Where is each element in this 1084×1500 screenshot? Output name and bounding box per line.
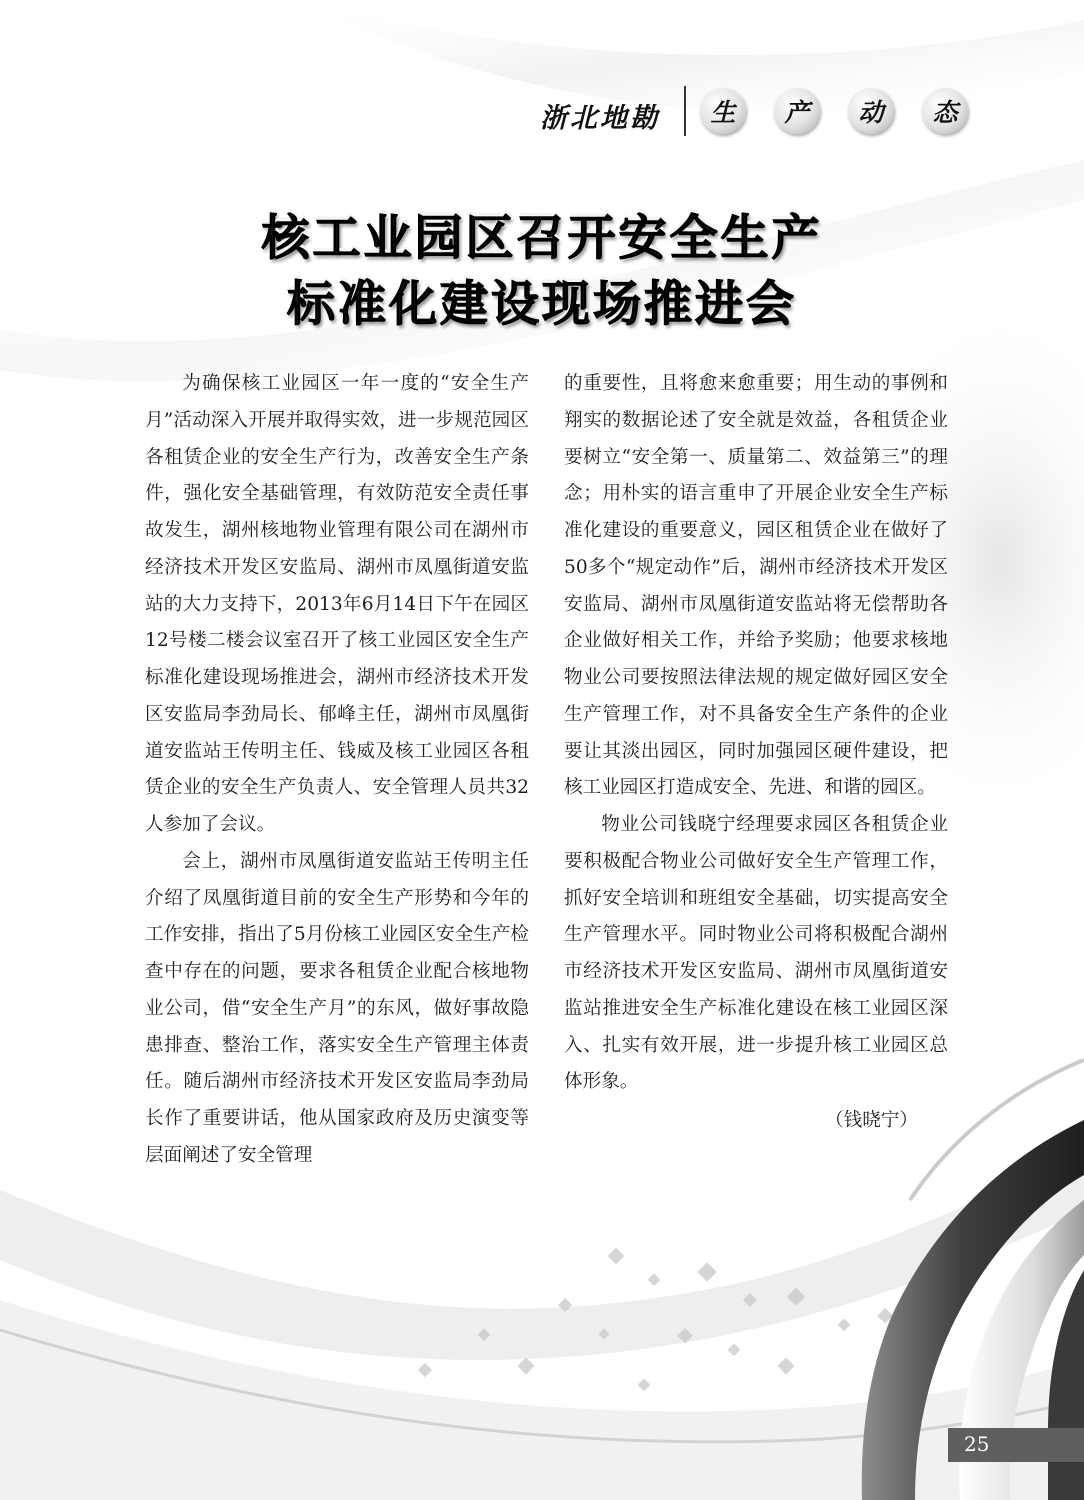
- header-divider: [684, 86, 686, 136]
- section-char-4: 态: [922, 88, 968, 134]
- section-char-1: 生: [700, 88, 746, 134]
- paragraph-1: 为确保核工业园区一年一度的“安全生产月”活动深入开展并取得实效，进一步规范园区各租赁企业的安全生产行为，改善安全生产条件，强化安全基础管理，有效防范安全责任事故发生，湖州核地物业管理有限公司在湖州市经济技术开发区安监局、湖州市凤凰街道安监站的大力支持下，2013年6月14日下午在园区12号楼二楼会议室召开了核工业园区安全生产标准化建设现场推进会，湖州市经济技术开发区安监局李劲局长、郁峰主任，湖州市凤凰街道安监站王传明主任、钱威及核工业园区各租赁企业的安全生产负责人、安全管理人员共32人参加了会议。: [145, 373, 529, 835]
- author-signature: （钱晓宁）: [825, 1110, 918, 1131]
- paragraph-2-continued: 的重要性，且将愈来愈重要；用生动的事例和翔实的数据论述了安全就是效益，各租赁企业要树立“安全第一、质量第二、效益第三”的理念；用朴实的语言重申了开展企业安全生产标准化建设的重要意义，园区租赁企业在做好了50多个“规定动作”后，湖州市经济技术开发区安监局、湖州市凤凰街道安监站将无偿帮助各企业做好相关工作，并给予奖励；他要求核地物业公司要按照法律法规的规定做好园区安全生产管理工作，对不具备安全生产条件的企业要让其淡出园区，同时加强园区硬件建设，把核工业园区打造成安全、先进、和谐的园区。: [564, 373, 948, 799]
- page-number-tab: [948, 1428, 1084, 1462]
- article-title: [0, 205, 1084, 337]
- title-line-1: 核工业园区召开安全生产: [261, 210, 823, 266]
- section-title: [700, 88, 1000, 136]
- paragraph-2: 会上，湖州市凤凰街道安监站王传明主任介绍了凤凰街道目前的安全生产形势和今年的工作安排，指出了5月份核工业园区安全生产检查中存在的问题，要求各租赁企业配合核地物业公司，借“安全生产月”的东风，做好事故隐患排查、整治工作，落实安全生产管理主体责任。随后湖州市经济技术开发区安监局李劲局长作了重要讲话，他从国家政府及历史演变等层面阐述了安全管理: [145, 850, 529, 1166]
- article-column-right: [564, 366, 948, 1140]
- page-number: 25: [964, 1432, 990, 1456]
- section-char-3: 动: [848, 88, 894, 134]
- paragraph-3: 物业公司钱晓宁经理要求园区各租赁企业要积极配合物业公司做好安全生产管理工作，抓好安全培训和班组安全基础，切实提高安全生产管理水平。同时物业公司将积极配合湖州市经济技术开发区安监局、湖州市凤凰街道安监站推进安全生产标准化建设在核工业园区深入、扎实有效开展，进一步提升核工业园区总体形象。: [564, 814, 948, 1093]
- article-column-left: [145, 366, 529, 1175]
- magazine-masthead: 浙北地勘: [540, 103, 660, 134]
- title-line-2: 标准化建设现场推进会: [286, 276, 797, 332]
- section-char-2: 产: [774, 88, 820, 134]
